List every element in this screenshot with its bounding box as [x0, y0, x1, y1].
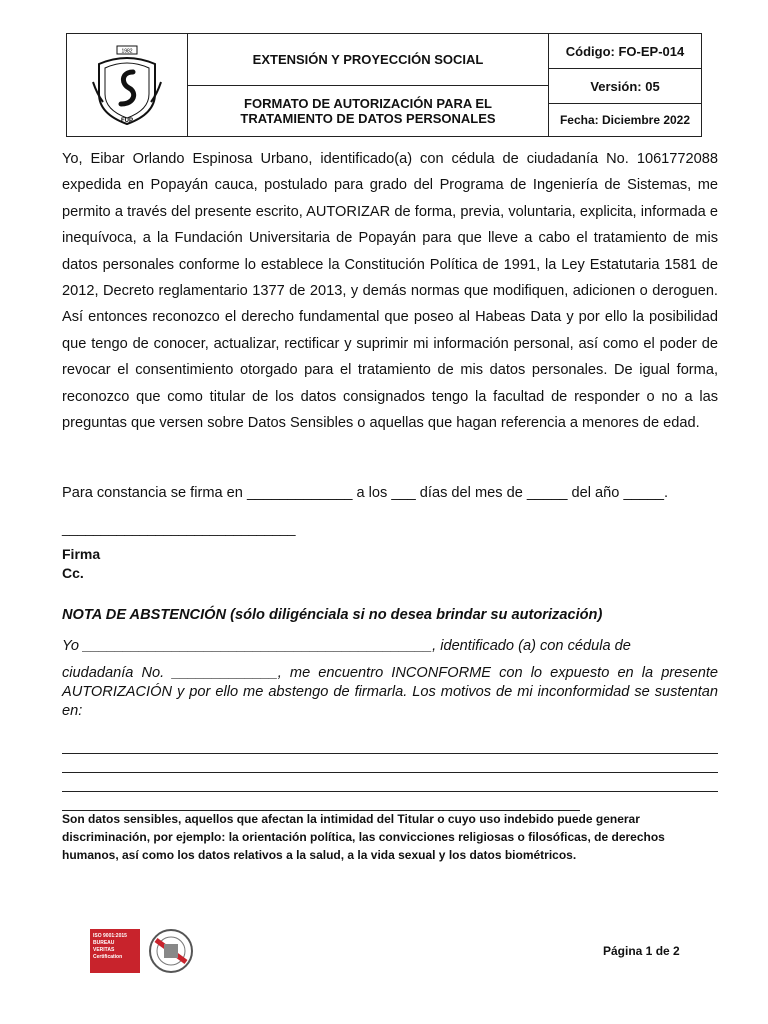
university-crest-icon — [91, 42, 163, 128]
signature-line: ______________________________ — [62, 520, 296, 536]
reason-lines — [62, 735, 718, 811]
nota-title: NOTA DE ABSTENCIÓN (sólo diligénciala si no desea brindar su autorización) — [62, 607, 603, 623]
form-title: FORMATO DE AUTORIZACIÓN PARA EL TRATAMIENTO DE DATOS PERSONALES — [240, 96, 496, 126]
iso-certification-badge: ISO 9001:2015 BUREAU VERITAS Certification — [90, 929, 140, 973]
authorization-paragraph: Yo, Eibar Orlando Espinosa Urbano, identificado(a) con cédula de ciudadanía No. 1061772088 expedida en Popayán cauca, postulado para grado del Programa de Ingeniería de Sistemas, me permito a través del presente escrito, AUTORIZAR de forma, previa, voluntaria, explicita, informada e inequívoca, a la Fundación Universitaria de Popayán para que lleve a cabo el tratamiento de mis datos personales conforme lo establece la Constitución Política de 1991, la Ley Estatutaria 1581 de 2012, Decreto reglamentario 1377 de 2013, y demás normas que modifiquen, adicionen o deroguen. Así entonces reconozco el derecho fundamental que poseo al Habeas Data y por ello la posibilidad que tengo de conocer, actualizar, rectificar y suprimir mi información personal, así como el poder de revocar el consentimiento otorgado para el tratamiento de mis datos personales. De igual forma, reconozco que como titular de los datos consignados tengo la facultad de responder o no a las preguntas que versen sobre Datos Sensibles o aquellas que hagan referencia a menores de edad. — [62, 151, 718, 432]
form-version: Versión: 05 — [549, 69, 701, 104]
constancia-line: Para constancia se firma en _____________ a los ___ días del mes de _____ del año _____. — [62, 485, 669, 501]
nota-line-1: Yo ___________________________________________, identificado (a) con cédula de — [62, 638, 631, 654]
page-number: Página 1 de 2 — [603, 944, 680, 958]
form-code: Código: FO-EP-014 — [549, 34, 701, 69]
nota-line-2: ciudadanía No. _____________, me encuentro INCONFORME con lo expuesto en la presente AUTORIZACIÓN y por ello me abstengo de firmarla. Los motivos de mi inconformidad se sustentan en: — [62, 665, 718, 719]
svg-text:FUP: FUP — [121, 118, 133, 124]
department-name: EXTENSIÓN Y PROYECCIÓN SOCIAL — [188, 34, 548, 86]
cc-label: Cc. — [62, 565, 84, 581]
form-date: Fecha: Diciembre 2022 — [559, 113, 691, 127]
certification-logos — [90, 928, 194, 974]
title-cell — [188, 34, 549, 136]
svg-text:1982: 1982 — [121, 48, 133, 55]
bureau-veritas-seal-icon — [148, 928, 194, 974]
reason-line — [62, 754, 718, 773]
logo-cell — [67, 34, 188, 136]
reason-line — [62, 773, 718, 792]
signature-block — [62, 545, 100, 583]
firma-label: Firma — [62, 546, 101, 562]
reason-line — [62, 735, 718, 754]
header-table — [66, 33, 702, 137]
sensitive-data-note: Son datos sensibles, aquellos que afectan la intimidad del Titular o cuyo uso indebido puede generar discriminación, por ejemplo: la orientación política, las convicciones religiosas o filosóficas, de derechos humanos, así como los datos relativos a la salud, a la vida sexual y los datos biométricos. — [62, 812, 665, 862]
meta-cell — [549, 34, 701, 136]
reason-line — [62, 792, 580, 811]
